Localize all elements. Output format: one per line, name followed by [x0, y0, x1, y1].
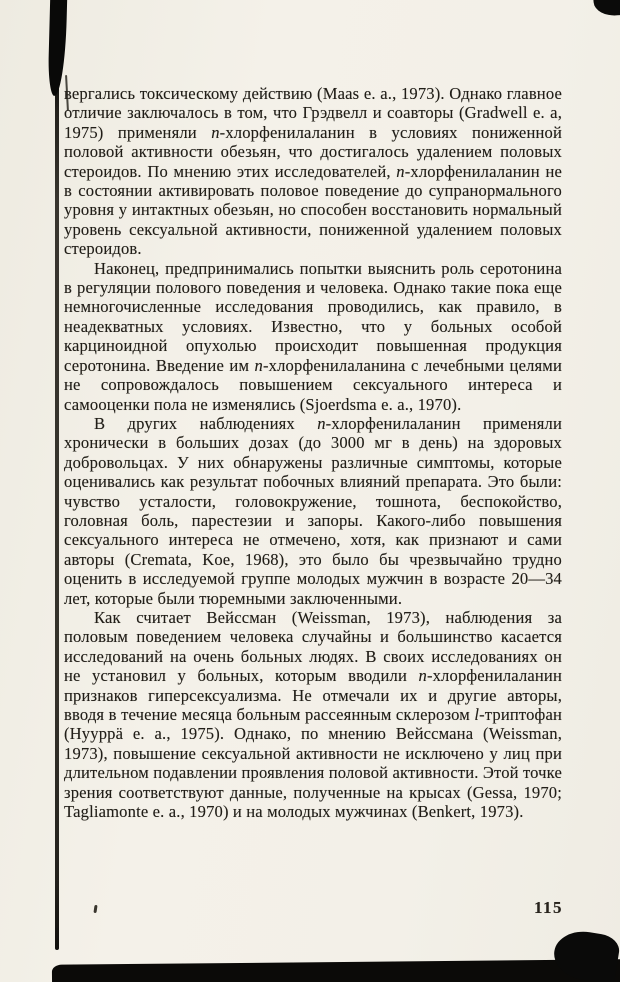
text-segment: -хлорфенилаланин признаков гиперсексуализма. Не отмечали их и другие авторы, вводя в течение месяца больным рассеянным склерозом: [64, 666, 562, 724]
scan-artifact-bottom-edge: [52, 959, 620, 982]
italic-text-segment: n: [211, 122, 220, 142]
text-block: [64, 84, 562, 821]
paragraph: [64, 259, 562, 414]
binding-shadow-line: [55, 0, 59, 950]
paragraph: [64, 84, 562, 259]
italic-text-segment: l: [474, 705, 480, 724]
text-segment: вергались токсическому действию (Maas e. a., 1973). Однако главное отличие заключалось в том, что Грэдвелл и соавторы (Gradwell e. a, 1975) применяли: [64, 84, 562, 142]
binding-shadow-top-blob: [48, 0, 68, 96]
italic-text-segment: n: [254, 355, 263, 375]
text-segment: В других наблюдениях: [94, 413, 318, 433]
scan-speck: [93, 905, 97, 913]
text-segment: -хлорфенилаланин применяли хронически в больших дозах (до 3000 мг в день) на здоровых добровольцах. У них обнаружены различные симптомы, которые оценивались как результат побочных влияний препарата. Это были: чувство усталости, головокружение, тошнота, беспокойство, головная боль, парестезии и запоры. Какого-либо повышения сексуального интереса не отмечено, хотя, как признают и сами авторы (Cremata, Koe, 1968), это было бы чрезвычайно трудно оценить в исследуемой группе молодых мужчин в возрасте 20—34 лет, которые были тюремными заключенными.: [64, 413, 562, 608]
italic-text-segment: n: [396, 161, 405, 181]
scan-artifact-top-right-corner: [593, 0, 620, 17]
text-segment: Как считает Вейссман (Weissman, 1973), наблюдения за половым поведением человека случайны и большинство касается исследований на очень больных людях. В своих исследованиях он не установил у больных, которым вводили: [64, 607, 562, 686]
page-number: 115: [533, 898, 563, 917]
italic-text-segment: n: [418, 666, 427, 686]
italic-text-segment: n: [317, 413, 326, 433]
paragraph: [64, 608, 562, 821]
text-segment: -хлорфенилаланин в условиях пониженной половой активности обезьян, что достигалось удалением половых стероидов. По мнению этих исследователей,: [64, 122, 562, 181]
text-segment: -триптофан (Hyyppä e. a., 1975). Однако, по мнению Вейссмана (Weissman, 1973), повышение сексуальной активности не исключено у лиц при длительном подавлении проявления половой активности. Этой точке зрения соответствуют данные, полученные на крысах (Gessa, 1970; Tagliamonte e. a., 1970) и на молодых мужчинах (Benkert, 1973).: [64, 705, 562, 822]
paragraph: [64, 414, 562, 608]
text-segment: -хлорфенилаланин не в состоянии активировать половое поведение до супранормального уровня у интактных обезьян, но способен восстановить нормальный уровень сексуальной активности, пониженной удалением половых стероидов.: [64, 161, 562, 259]
text-segment: Наконец, предпринимались попытки выяснить роль серотонина в регуляции полового поведения и человека. Однако такие пока еще немногочисленные исследования проводились, как правило, в неадекватных условиях. Известно, что у больных особой карциноидной опухолью происходит повышенная продукция серотонина. Введение им: [64, 258, 562, 375]
text-segment: -хлорфенилаланина с лечебными целями не сопровождалось повышением сексуального интереса и самооценки пола не изменялись (Sjoerdsma e. a., 1970).: [64, 355, 562, 414]
